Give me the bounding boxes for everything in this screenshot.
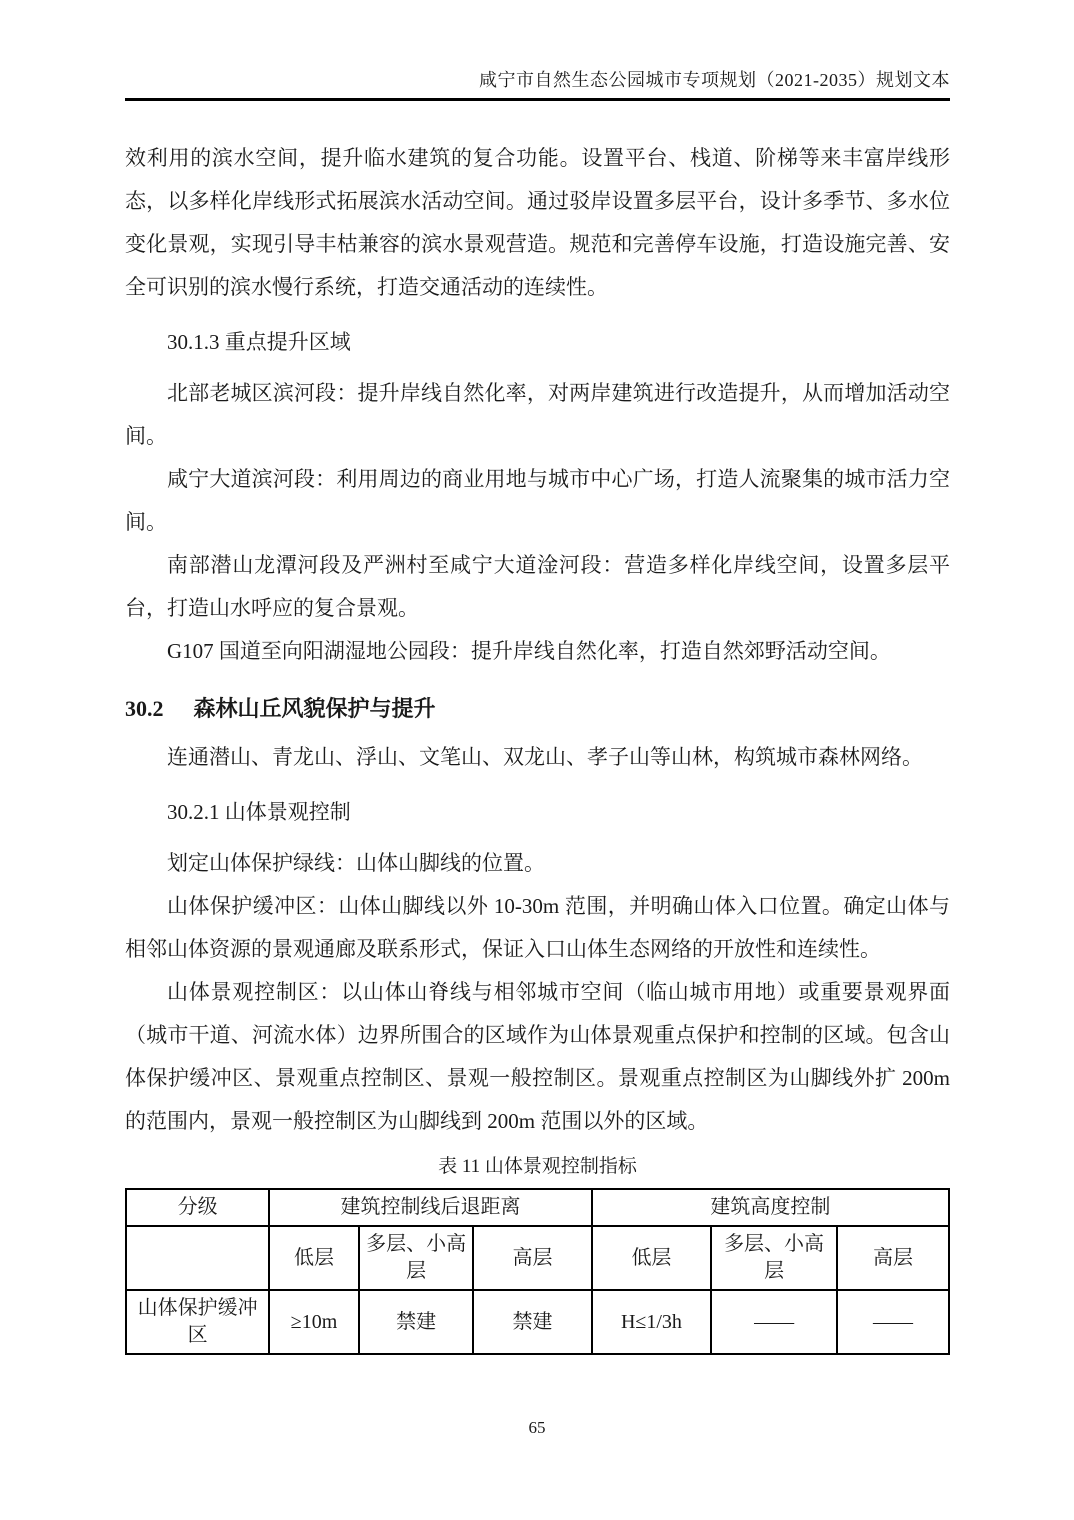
table-header-height-group: 建筑高度控制 [592, 1189, 949, 1226]
paragraph-control-zone: 山体景观控制区：以山体山脊线与相邻城市空间（临山城市用地）或重要景观界面（城市干道、河流水体）边界所围合的区域作为山体景观重点保护和控制的区域。包含山体保护缓冲区、景观重点控制区、景观一般控制区。景观重点控制区为山脚线外扩 200m 的范围内，景观一般控制区为山脚线到 200m 范围以外的区域。 [125, 980, 950, 1133]
document-body [125, 137, 950, 1355]
table-caption: 表 11 山体景观控制指标 [438, 1156, 637, 1177]
table-header-setback-high: 高层 [473, 1226, 592, 1290]
table-row-buffer-zone [126, 1290, 949, 1354]
paragraph-green-line: 划定山体保护绿线：山体山脚线的位置。 [167, 851, 545, 875]
paragraph-north-riverside: 北部老城区滨河段：提升岸线自然化率，对两岸建筑进行改造提升，从而增加活动空间。 [125, 381, 950, 448]
table-header-setback-low: 低层 [269, 1226, 359, 1290]
cell-grade: 山体保护缓冲区 [126, 1290, 269, 1354]
heading-30-2-number: 30.2 [125, 696, 164, 721]
table-header-height-high: 高层 [837, 1226, 949, 1290]
cell-height-high: —— [837, 1290, 949, 1354]
cell-height-low: H≤1/3h [592, 1290, 711, 1354]
paragraph-g107: G107 国道至向阳湖湿地公园段：提升岸线自然化率，打造自然郊野活动空间。 [167, 639, 891, 663]
table-header-setback-mid: 多层、小高层 [359, 1226, 473, 1290]
heading-30-1-3: 30.1.3 重点提升区域 [167, 330, 351, 354]
header-title: 咸宁市自然生态公园城市专项规划（2021-2035）规划文本 [479, 70, 950, 90]
table-header-grade: 分级 [126, 1189, 269, 1226]
heading-30-2-1: 30.2.1 山体景观控制 [167, 800, 351, 824]
paragraph-south-river: 南部潜山龙潭河段及严洲村至咸宁大道淦河段：营造多样化岸线空间，设置多层平台，打造山水呼应的复合景观。 [125, 553, 950, 620]
heading-30-2-title: 森林山丘风貌保护与提升 [193, 696, 436, 721]
cell-setback-high: 禁建 [473, 1290, 592, 1354]
page-number: 65 [528, 1418, 546, 1437]
paragraph-xianning-avenue: 咸宁大道滨河段：利用周边的商业用地与城市中心广场，打造人流聚集的城市活力空间。 [125, 467, 950, 534]
heading-30-2 [125, 687, 950, 730]
paragraph-waterfront-continuation: 效利用的滨水空间，提升临水建筑的复合功能。设置平台、栈道、阶梯等来丰富岸线形态，以多样化岸线形式拓展滨水活动空间。通过驳岸设置多层平台，设计多季节、多水位变化景观，实现引导丰枯兼容的滨水景观营造。规范和完善停车设施，打造设施完善、安全可识别的滨水慢行系统，打造交通活动的连续性。 [125, 146, 950, 299]
table-header-row-sub [126, 1226, 949, 1290]
paragraph-forest-network: 连通潜山、青龙山、浮山、文笔山、双龙山、孝子山等山林，构筑城市森林网络。 [167, 745, 923, 769]
table-header-height-mid: 多层、小高层 [711, 1226, 837, 1290]
cell-setback-mid: 禁建 [359, 1290, 473, 1354]
table-header-grade-empty [126, 1226, 269, 1290]
page-header [125, 0, 950, 101]
cell-setback-low: ≥10m [269, 1290, 359, 1354]
table-header-row-groups [126, 1189, 949, 1226]
table-header-height-low: 低层 [592, 1226, 711, 1290]
cell-height-mid: —— [711, 1290, 837, 1354]
paragraph-buffer-zone: 山体保护缓冲区：山体山脚线以外 10-30m 范围，并明确山体入口位置。确定山体与相邻山体资源的景观通廊及联系形式，保证入口山体生态网络的开放性和连续性。 [125, 894, 950, 961]
table-header-setback-group: 建筑控制线后退距离 [269, 1189, 592, 1226]
mountain-landscape-control-table [125, 1188, 950, 1355]
